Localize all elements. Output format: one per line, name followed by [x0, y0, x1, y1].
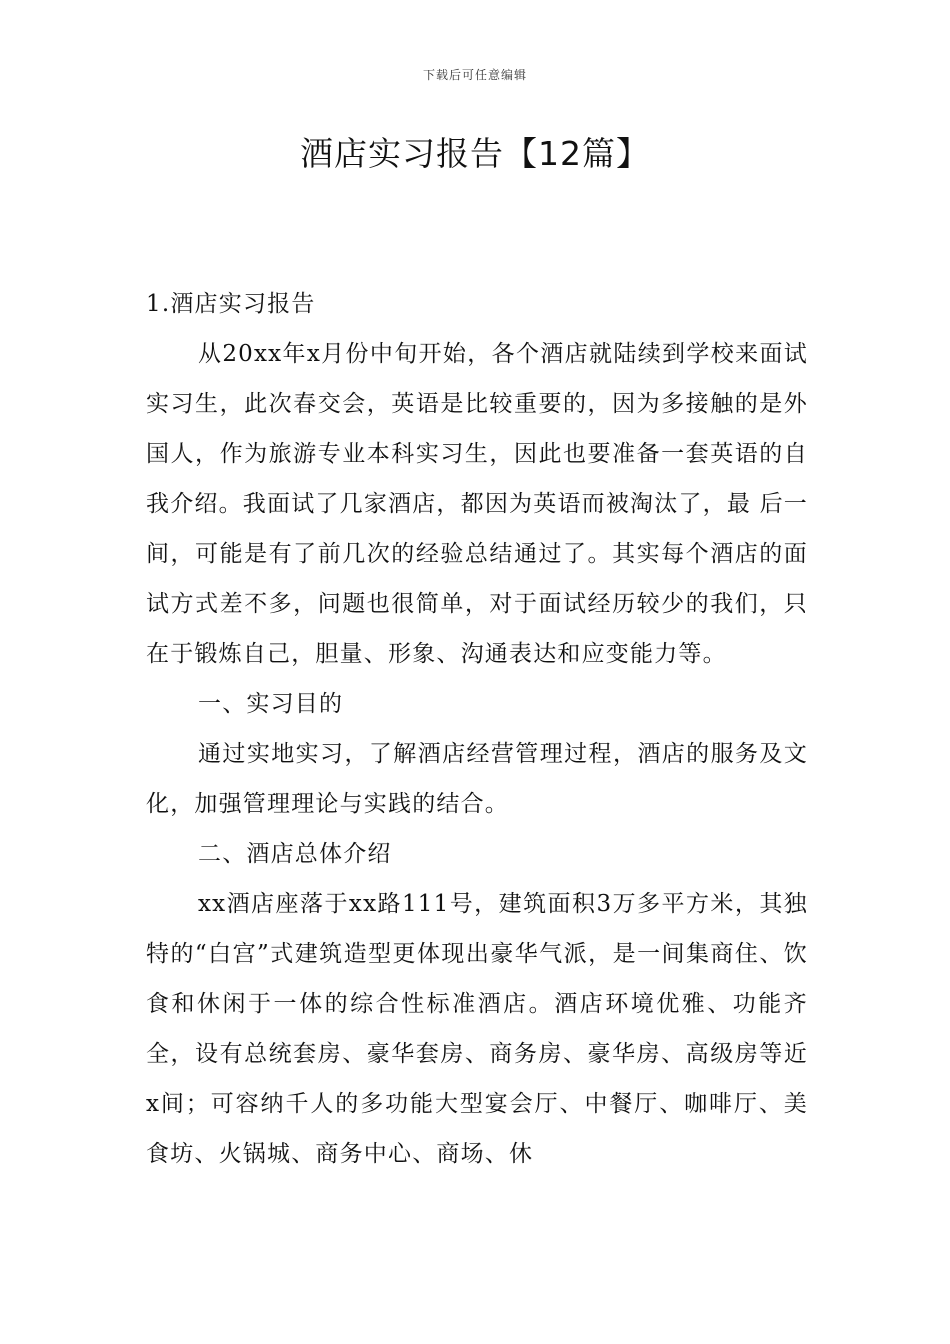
document-title: 酒店实习报告【12篇】	[300, 134, 650, 173]
header-note: 下载后可任意编辑	[422, 68, 527, 82]
subheading-purpose: 一、实习目的	[198, 691, 344, 717]
paragraph-purpose: 通过实地实习，了解酒店经营管理过程，酒店的服务及文化，加强管理理论与实践的结合。	[146, 741, 808, 817]
document-body	[146, 279, 808, 1179]
paragraph-hotel-intro: xx酒店座落于xx路111号，建筑面积3万多平方米，其独特的“白宫”式建筑造型更体现出豪华气派，是一间集商住、饮食和休闲于一体的综合性标准酒店。酒店环境优雅、功能齐全，设有总统套房、豪华套房、商务房、豪华房、高级房等近x间；可容纳千人的多功能大型宴会厅、中餐厅、咖啡厅、美食坊、火锅城、商务中心、商场、休	[146, 891, 808, 1167]
subheading-hotel-intro: 二、酒店总体介绍	[198, 841, 392, 867]
section-heading: 1.酒店实习报告	[146, 291, 316, 317]
paragraph-intro: 从20xx年x月份中旬开始，各个酒店就陆续到学校来面试实习生，此次春交会，英语是比较重要的，因为多接触的是外国人，作为旅游专业本科实习生，因此也要准备一套英语的自我介绍。我面试了几家酒店，都因为英语而被淘汰了，最 后一间，可能是有了前几次的经验总结通过了。其实每个酒店的面试方式差不多，问题也很简单，对于面试经历较少的我们，只在于锻炼自己，胆量、形象、沟通表达和应变能力等。	[146, 341, 808, 667]
